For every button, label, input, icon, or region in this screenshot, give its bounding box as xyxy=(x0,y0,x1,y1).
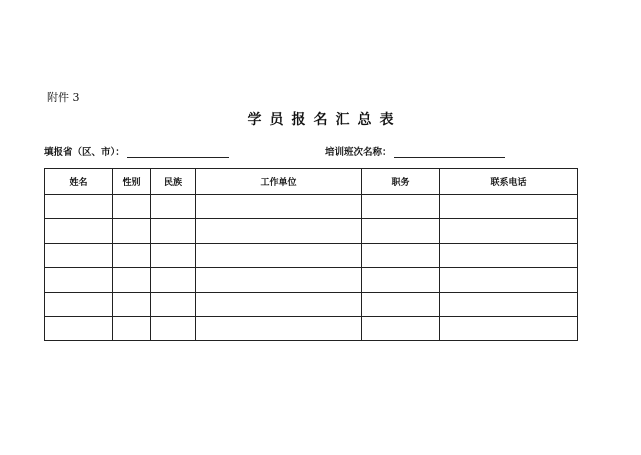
table-cell[interactable] xyxy=(362,292,440,316)
class-name-label: 培训班次名称： xyxy=(325,147,392,158)
table-cell[interactable] xyxy=(196,243,362,267)
table-cell[interactable] xyxy=(45,195,113,219)
table-cell[interactable] xyxy=(440,219,578,243)
table-cell[interactable] xyxy=(113,195,151,219)
table-header-row xyxy=(45,169,578,195)
table-cell[interactable] xyxy=(45,219,113,243)
table-cell[interactable] xyxy=(45,268,113,292)
table-cell[interactable] xyxy=(196,268,362,292)
table-cell[interactable] xyxy=(113,268,151,292)
table-row xyxy=(45,219,578,243)
table-cell[interactable] xyxy=(196,292,362,316)
table-cell[interactable] xyxy=(440,195,578,219)
class-name-field xyxy=(325,144,505,158)
table-cell[interactable] xyxy=(113,243,151,267)
table-cell[interactable] xyxy=(113,316,151,340)
province-label: 填报省（区、市）： xyxy=(44,147,125,158)
table-body xyxy=(45,195,578,341)
table-row xyxy=(45,243,578,267)
header-work-unit: 工作单位 xyxy=(196,169,362,195)
table-cell[interactable] xyxy=(113,292,151,316)
table-cell[interactable] xyxy=(45,316,113,340)
header-ethnicity: 民族 xyxy=(151,169,196,195)
header-phone: 联系电话 xyxy=(440,169,578,195)
table-cell[interactable] xyxy=(151,292,196,316)
table-cell[interactable] xyxy=(362,243,440,267)
table-cell[interactable] xyxy=(440,268,578,292)
table-cell[interactable] xyxy=(151,316,196,340)
table-row xyxy=(45,268,578,292)
form-title: 学员报名汇总表 xyxy=(247,112,402,128)
table-cell[interactable] xyxy=(196,195,362,219)
table-cell[interactable] xyxy=(440,292,578,316)
table-cell[interactable] xyxy=(362,219,440,243)
header-position: 职务 xyxy=(362,169,440,195)
table-cell[interactable] xyxy=(151,268,196,292)
registration-table xyxy=(44,168,578,341)
province-blank[interactable] xyxy=(127,147,229,158)
header-name: 姓名 xyxy=(45,169,113,195)
table-cell[interactable] xyxy=(196,219,362,243)
table-cell[interactable] xyxy=(113,219,151,243)
table-cell[interactable] xyxy=(440,316,578,340)
table-cell[interactable] xyxy=(151,219,196,243)
table-cell[interactable] xyxy=(151,195,196,219)
header-gender: 性别 xyxy=(113,169,151,195)
class-name-blank[interactable] xyxy=(394,147,505,158)
attachment-label: 附件 3 xyxy=(47,91,80,104)
table-cell[interactable] xyxy=(362,195,440,219)
table-cell[interactable] xyxy=(45,243,113,267)
table-row xyxy=(45,316,578,340)
table-cell[interactable] xyxy=(196,316,362,340)
table-cell[interactable] xyxy=(151,243,196,267)
table-row xyxy=(45,292,578,316)
table-cell[interactable] xyxy=(440,243,578,267)
table-cell[interactable] xyxy=(45,292,113,316)
province-field xyxy=(44,144,229,158)
table-row xyxy=(45,195,578,219)
table-cell[interactable] xyxy=(362,268,440,292)
table-cell[interactable] xyxy=(362,316,440,340)
